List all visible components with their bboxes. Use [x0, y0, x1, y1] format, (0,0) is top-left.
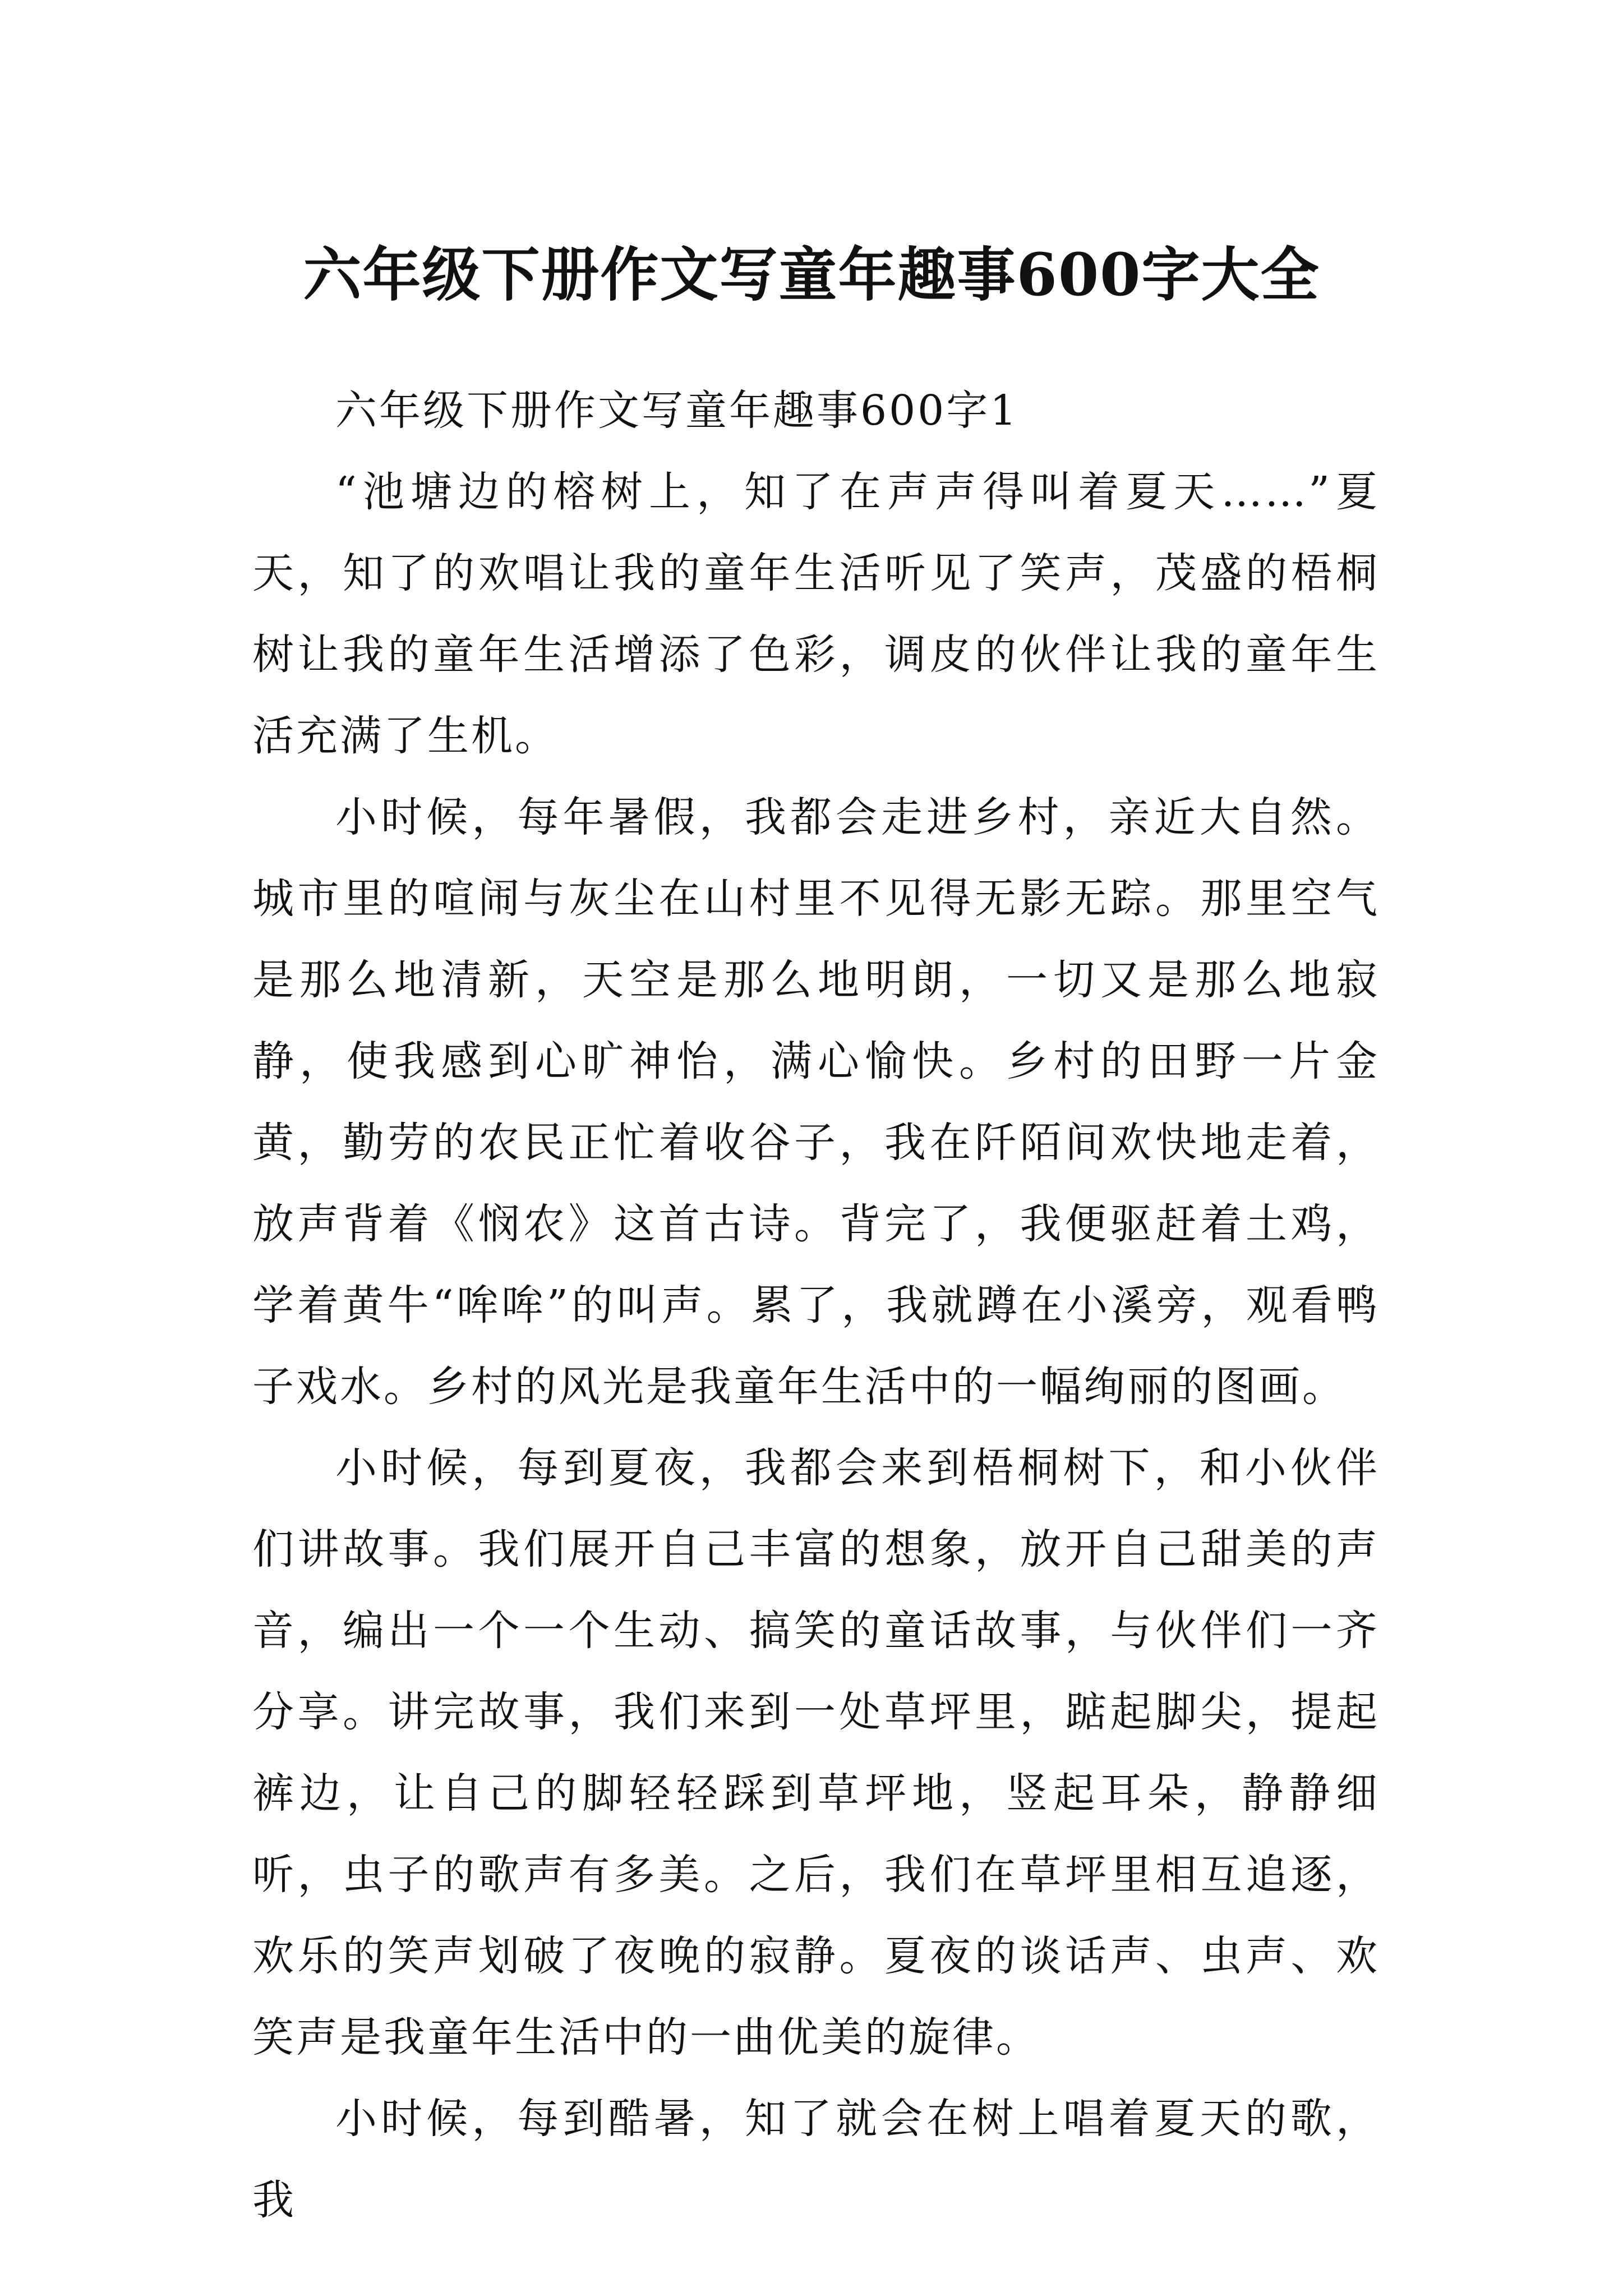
section-heading: 六年级下册作文写童年趣事600字1 [335, 386, 1019, 435]
paragraph: 小时候，每到酷暑，知了就会在树上唱着夏天的歌，我 [252, 2095, 1380, 2224]
paragraph: 小时候，每到夏夜，我都会来到梧桐树下，和小伙伴们讲故事。我们展开自己丰富的想象，放开自己甜美的声音，编出一个一个生动、搞笑的童话故事，与伙伴们一齐分享。讲完故事，我们来到一处草坪里，踮起脚尖，提起裤边，让自己的脚轻轻踩到草坪地，竖起耳朵，静静细听，虫子的歌声有多美。之后，我们在草坪里相互追逐，欢乐的笑声划破了夜晚的寂静。夏夜的谈话声、虫声、欢笑声是我童年生活中的一曲优美的旋律。 [252, 1444, 1380, 2062]
paragraph: “池塘边的榕树上，知了在声声得叫着夏天……”夏天，知了的欢唱让我的童年生活听见了笑声，茂盛的梧桐树让我的童年生活增添了色彩，调皮的伙伴让我的童年生活充满了生机。 [252, 468, 1380, 760]
document-body [252, 370, 1380, 2241]
paragraph: 小时候，每年暑假，我都会走进乡村，亲近大自然。城市里的喧闹与灰尘在山村里不见得无影无踪。那里空气是那么地清新，天空是那么地明朗，一切又是那么地寂静，使我感到心旷神怡，满心愉快。乡村的田野一片金黄，勤劳的农民正忙着收谷子，我在阡陌间欢快地走着，放声背着《悯农》这首古诗。背完了，我便驱赶着土鸡，学着黄牛“哞哞”的叫声。累了，我就蹲在小溪旁，观看鸭子戏水。乡村的风光是我童年生活中的一幅绚丽的图画。 [252, 793, 1380, 1411]
document-title: 六年级下册作文写童年趣事600字大全 [303, 240, 1320, 309]
